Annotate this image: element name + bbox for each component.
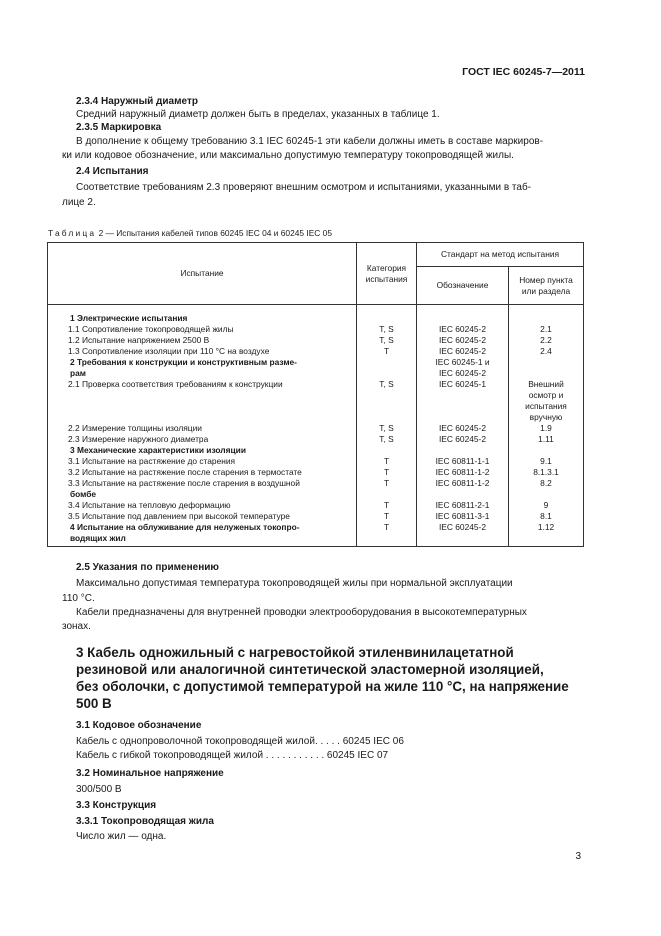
category-cell: T, S [357,434,417,445]
clause-cell: 2.4 [509,346,584,357]
test-name-cell: 3 Механические характеристики изоляции [48,445,357,456]
tests-table [47,242,584,547]
test-name-cell: 1 Электрические испытания [48,305,357,325]
test-name-cell: 2.2 Измерение толщины изоляции [48,423,357,434]
paragraph-3-2: 300/500 В [76,784,122,795]
tests-table-body [48,305,584,547]
paragraph-2-3-5-line1: В дополнение к общему требованию 3.1 IEC 60245-1 эти кабели должны иметь в составе маркиров- [76,136,544,147]
category-cell [357,305,417,325]
heading-section-3 [76,644,576,712]
table-row [48,467,584,478]
heading-3-3-1: 3.3.1 Токопроводящая жила [76,816,214,827]
paragraph-2-3-4: Средний наружный диаметр должен быть в пределах, указанных в таблице 1. [76,109,440,120]
category-cell [357,357,417,368]
header-standard: Стандарт на метод испытания [417,243,584,267]
clause-cell [509,357,584,368]
test-name-cell: 1.3 Сопротивление изоляции при 110 °С на воздухе [48,346,357,357]
paragraph-2-5-line2: 110 °С. [62,593,95,604]
designation-cell: IEC 60811-2-1 [417,500,509,511]
designation-cell: IEC 60245-2 [417,324,509,335]
table-row [48,478,584,489]
heading-2-3-5: 2.3.5 Маркировка [76,122,162,133]
test-name-cell [48,390,357,401]
designation-cell: IEC 60245-2 [417,335,509,346]
table-row [48,522,584,533]
category-cell [357,533,417,547]
category-cell [357,368,417,379]
table-row [48,423,584,434]
designation-cell [417,533,509,547]
test-name-cell: водящих жил [48,533,357,547]
table-row [48,434,584,445]
heading-2-4: 2.4 Испытания [76,166,149,177]
designation-cell [417,445,509,456]
table-caption-text: — Испытания кабелей типов 60245 IEC 04 и 60245 IEC 05 [105,228,332,238]
designation-cell: IEC 60811-1-2 [417,478,509,489]
heading-3-1: 3.1 Кодовое обозначение [76,720,202,731]
header-designation: Обозначение [417,267,509,305]
clause-cell [509,489,584,500]
table-row [48,489,584,500]
designation-cell: IEC 60811-3-1 [417,511,509,522]
code-designation-line2: Кабель с гибкой токопроводящей жилой . . . . . . . . . . . 60245 IEC 07 [76,750,389,761]
category-cell: T [357,346,417,357]
table-row [48,533,584,547]
designation-cell [417,489,509,500]
category-cell [357,401,417,412]
designation-cell: IEC 60245-1 [417,379,509,390]
table-caption [48,228,332,238]
clause-cell: 1.11 [509,434,584,445]
heading-section-3-line4: 500 В [76,696,112,711]
designation-cell: IEC 60245-1 и [417,357,509,368]
heading-section-3-line3: без оболочки, с допустимой температурой на жиле 110 °С, на напряжение [76,679,569,694]
paragraph-3-3-1: Число жил — одна. [76,831,167,842]
test-name-cell: 2 Требования к конструкции и конструктивным разме- [48,357,357,368]
paragraph-2-5-line3: Кабели предназначены для внутренней проводки электрооборудования в высокотемпературных [76,607,527,618]
header-category: Категория испытания [357,243,417,305]
test-name-cell: 2.1 Проверка соответствия требованиям к конструкции [48,379,357,390]
paragraph-2-4-line1: Соответствие требованиям 2.3 проверяют внешним осмотром и испытаниями, указанными в таб- [76,182,531,193]
designation-cell: IEC 60245-2 [417,423,509,434]
clause-cell: 1.9 [509,423,584,434]
heading-3-3: 3.3 Конструкция [76,800,157,811]
clause-cell [509,533,584,547]
paragraph-2-4-line2: лице 2. [62,197,96,208]
table-row [48,511,584,522]
table-caption-number: 2 [98,228,104,238]
clause-cell: 8.1 [509,511,584,522]
clause-cell: 8.1.3.1 [509,467,584,478]
test-name-cell: 2.3 Измерение наружного диаметра [48,434,357,445]
table-row [48,379,584,390]
category-cell: T, S [357,324,417,335]
designation-cell [417,401,509,412]
clause-cell: вручную [509,412,584,423]
table-row [48,346,584,357]
category-cell [357,412,417,423]
clause-cell [509,305,584,325]
table-row [48,368,584,379]
category-cell: T [357,467,417,478]
clause-cell: 2.1 [509,324,584,335]
heading-section-3-line1: 3 Кабель одножильный с нагревостойкой этиленвинилацетатной [76,645,514,660]
table-row [48,412,584,423]
category-cell: T [357,511,417,522]
category-cell: T [357,500,417,511]
clause-cell: 2.2 [509,335,584,346]
category-cell: T [357,456,417,467]
clause-cell: Внешний [509,379,584,390]
table-row [48,305,584,325]
table-row [48,456,584,467]
header-test: Испытание [48,243,357,305]
test-name-cell [48,401,357,412]
designation-cell: IEC 60245-2 [417,346,509,357]
designation-cell: IEC 60245-2 [417,522,509,533]
designation-cell [417,390,509,401]
heading-2-3-4: 2.3.4 Наружный диаметр [76,96,198,107]
clause-cell [509,368,584,379]
clause-cell: 1.12 [509,522,584,533]
category-cell: T [357,478,417,489]
category-cell: T, S [357,335,417,346]
test-name-cell: 3.2 Испытание на растяжение после старения в термостате [48,467,357,478]
test-name-cell [48,412,357,423]
category-cell [357,390,417,401]
test-name-cell: 4 Испытание на облуживание для нелуженых токопро- [48,522,357,533]
test-name-cell: 3.5 Испытание под давлением при высокой температуре [48,511,357,522]
table-row [48,401,584,412]
test-name-cell: рам [48,368,357,379]
code-designation-line1: Кабель с однопроволочной токопроводящей жилой. . . . . 60245 IEC 06 [76,736,404,747]
clause-cell: 9 [509,500,584,511]
paragraph-2-5-line1: Максимально допустимая температура токопроводящей жилы при нормальной эксплуатации [76,578,513,589]
clause-cell: осмотр и [509,390,584,401]
designation-cell [417,412,509,423]
test-name-cell: 1.1 Сопротивление токопроводящей жилы [48,324,357,335]
category-cell [357,489,417,500]
designation-cell [417,305,509,325]
table-row [48,390,584,401]
designation-cell: IEC 60811-1-2 [417,467,509,478]
table-row [48,324,584,335]
designation-cell: IEC 60245-2 [417,368,509,379]
table-row [48,500,584,511]
heading-3-2: 3.2 Номинальное напряжение [76,768,224,779]
heading-section-3-line2: резиновой или аналогичной синтетической эластомерной изоляцией, [76,662,544,677]
designation-cell: IEC 60245-2 [417,434,509,445]
paragraph-2-3-5-line2: ки или кодовое обозначение, или максимально допустимую температуру токопроводящей жилы. [62,150,514,161]
paragraph-2-5-line4: зонах. [62,621,91,632]
clause-cell: 8.2 [509,478,584,489]
header-clause: Номер пункта или раздела [509,267,584,305]
clause-cell [509,445,584,456]
category-cell: T, S [357,423,417,434]
test-name-cell: 3.4 Испытание на тепловую деформацию [48,500,357,511]
document-code: ГОСТ IEC 60245-7—2011 [462,66,585,78]
clause-cell: 9.1 [509,456,584,467]
category-cell: T [357,522,417,533]
test-name-cell: 3.3 Испытание на растяжение после старения в воздушной [48,478,357,489]
table-row [48,445,584,456]
table-caption-label: Таблица [48,228,97,238]
designation-cell: IEC 60811-1-1 [417,456,509,467]
page-number: 3 [575,851,581,862]
table-row [48,335,584,346]
category-cell: T, S [357,379,417,390]
heading-2-5: 2.5 Указания по применению [76,562,219,573]
clause-cell: испытания [509,401,584,412]
test-name-cell: 3.1 Испытание на растяжение до старения [48,456,357,467]
test-name-cell: 1.2 Испытание напряжением 2500 В [48,335,357,346]
category-cell [357,445,417,456]
table-row [48,357,584,368]
test-name-cell: бомбе [48,489,357,500]
